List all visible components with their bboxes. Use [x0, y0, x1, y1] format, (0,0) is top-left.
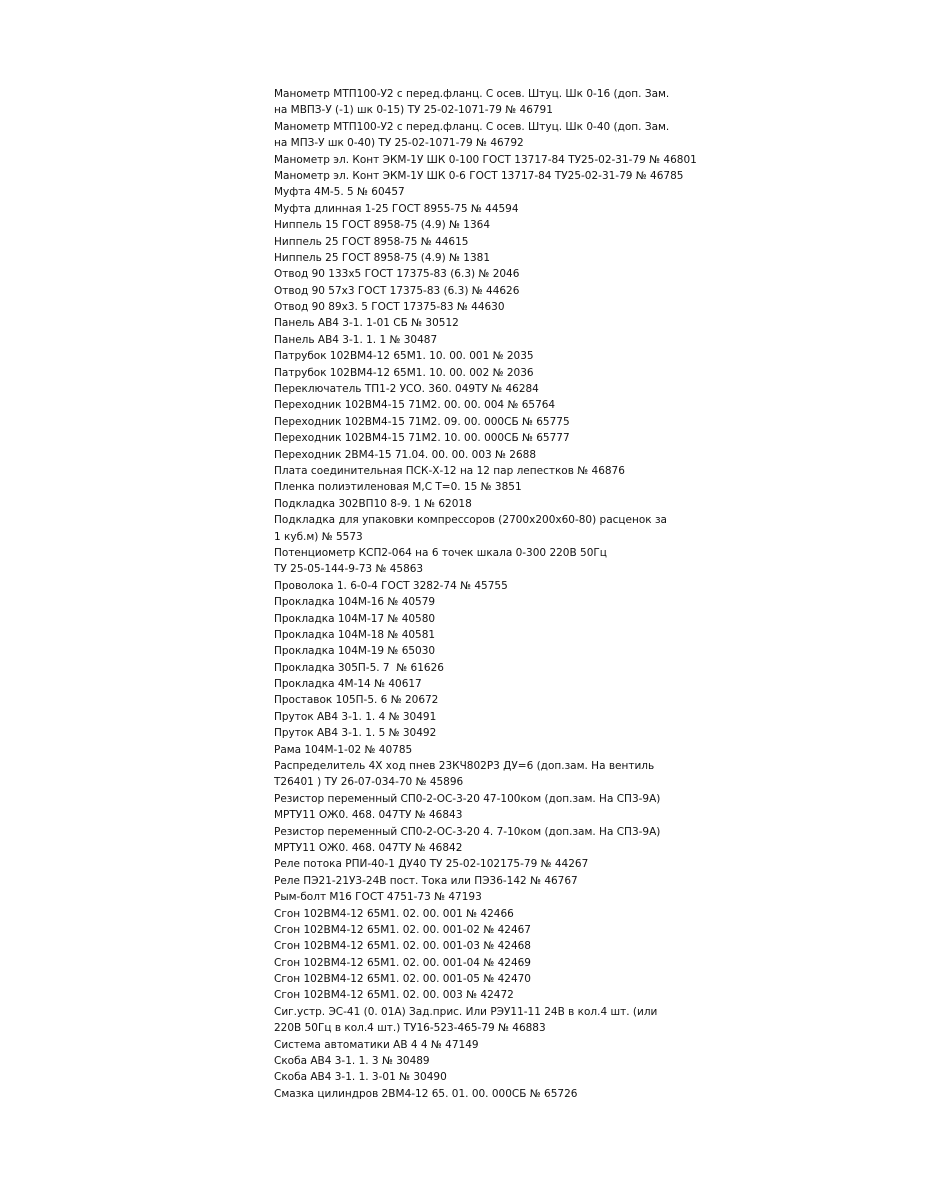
text-line: Реле ПЭ21-21У3-24В пост. Тока или ПЭ36-142 № 46767: [274, 874, 578, 887]
text-line: Система автоматики АВ 4 4 № 47149: [274, 1038, 479, 1051]
text-line: Подкладка 302ВП10 8-9. 1 № 62018: [274, 497, 472, 510]
text-line: ТУ 25-05-144-9-73 № 45863: [274, 563, 424, 576]
text-line: Манометр МТП100-У2 с перед.фланц. С осев. Штуц. Шк 0-16 (доп. Зам.: [274, 88, 670, 100]
text-line: Сгон 102ВМ4-12 65М1. 02. 00. 003 № 42472: [274, 989, 514, 1002]
text-line: на МВПЗ-У (-1) шк 0-15) ТУ 25-02-1071-79 № 46791: [274, 104, 553, 117]
text-line: Распределитель 4Х ход пнев 23КЧ802Р3 ДУ=6 (доп.зам. На вентиль: [274, 760, 655, 773]
parts-list: [274, 86, 894, 1102]
text-line: Отвод 90 89х3. 5 ГОСТ 17375-83 № 44630: [274, 301, 505, 314]
text-line: Проволока 1. 6-0-4 ГОСТ 3282-74 № 45755: [274, 579, 508, 592]
text-line: Пруток АВ4 3-1. 1. 4 № 30491: [274, 710, 437, 723]
text-line: Прокладка 104М-18 № 40581: [274, 628, 436, 641]
text-line: Переходник 102ВМ4-15 71М2. 00. 00. 004 № 65764: [274, 399, 556, 412]
text-line: 1 куб.м) № 5573: [274, 530, 363, 543]
text-line: Манометр МТП100-У2 с перед.фланц. С осев. Штуц. Шк 0-40 (доп. Зам.: [274, 120, 670, 133]
text-line: Прокладка 305П-5. 7 № 61626: [274, 661, 444, 674]
text-line: Ниппель 25 ГОСТ 8958-75 № 44615: [274, 235, 469, 248]
text-line: Переходник 102ВМ4-15 71М2. 10. 00. 000СБ № 65777: [274, 432, 570, 445]
text-line: Манометр эл. Конт ЭКМ-1У ШК 0-6 ГОСТ 13717-84 ТУ25-02-31-79 № 46785: [274, 169, 684, 182]
text-line: Т26401 ) ТУ 26-07-034-70 № 45896: [274, 776, 464, 789]
text-line: Сгон 102ВМ4-12 65М1. 02. 00. 001-05 № 42470: [274, 973, 531, 986]
text-line: Рама 104М-1-02 № 40785: [274, 743, 413, 756]
text-line: Сиг.устр. ЭС-41 (0. 01А) Зад.прис. Или РЭУ11-11 24В в кол.4 шт. (или: [274, 1005, 658, 1018]
text-line: на МПЗ-У шк 0-40) ТУ 25-02-1071-79 № 46792: [274, 137, 524, 150]
text-line: Ниппель 25 ГОСТ 8958-75 (4.9) № 1381: [274, 251, 491, 264]
text-line: Скоба АВ4 3-1. 1. 3 № 30489: [274, 1055, 430, 1068]
text-line: Реле потока РПИ-40-1 ДУ40 ТУ 25-02-102175-79 № 44267: [274, 858, 589, 871]
text-line: Резистор переменный СП0-2-ОС-3-20 4. 7-10ком (доп.зам. На СП3-9А): [274, 825, 661, 838]
text-line: Отвод 90 133х5 ГОСТ 17375-83 (6.3) № 2046: [274, 268, 520, 281]
text-line: Смазка цилиндров 2ВМ4-12 65. 01. 00. 000СБ № 65726: [274, 1087, 578, 1100]
text-line: Манометр эл. Конт ЭКМ-1У ШК 0-100 ГОСТ 13717-84 ТУ25-02-31-79 № 46801: [274, 153, 697, 166]
text-line: Пленка полиэтиленовая М,С Т=0. 15 № 3851: [274, 481, 522, 494]
text-line: Муфта 4М-5. 5 № 60457: [274, 186, 405, 199]
text-line: Проставок 105П-5. 6 № 20672: [274, 694, 439, 707]
text-line: МРТУ11 ОЖ0. 468. 047ТУ № 46842: [274, 841, 463, 854]
text-line: Резистор переменный СП0-2-ОС-3-20 47-100ком (доп.зам. На СП3-9А): [274, 792, 661, 805]
text-line: Пруток АВ4 3-1. 1. 5 № 30492: [274, 727, 437, 740]
text-line: Скоба АВ4 3-1. 1. 3-01 № 30490: [274, 1071, 447, 1084]
text-line: Рым-болт М16 ГОСТ 4751-73 № 47193: [274, 891, 482, 904]
text-line: Сгон 102ВМ4-12 65М1. 02. 00. 001-04 № 42469: [274, 956, 531, 969]
text-line: Сгон 102ВМ4-12 65М1. 02. 00. 001 № 42466: [274, 907, 514, 920]
text-line: 220В 50Гц в кол.4 шт.) ТУ16-523-465-79 № 46883: [274, 1022, 546, 1035]
text-line: Переходник 2ВМ4-15 71.04. 00. 00. 003 № 2688: [274, 448, 537, 461]
text-line: Патрубок 102ВМ4-12 65М1. 10. 00. 001 № 2035: [274, 350, 534, 363]
text-line: Муфта длинная 1-25 ГОСТ 8955-75 № 44594: [274, 202, 519, 215]
text-line: Подкладка для упаковки компрессоров (2700х200х60-80) расценок за: [274, 514, 667, 527]
text-line: Плата соединительная ПСК-Х-12 на 12 пар лепестков № 46876: [274, 464, 625, 477]
text-line: Прокладка 104М-17 № 40580: [274, 612, 436, 625]
text-line: Сгон 102ВМ4-12 65М1. 02. 00. 001-03 № 42468: [274, 940, 531, 953]
text-line: МРТУ11 ОЖ0. 468. 047ТУ № 46843: [274, 809, 463, 822]
text-line: Прокладка 104М-16 № 40579: [274, 596, 436, 609]
text-line: Прокладка 4М-14 № 40617: [274, 678, 422, 691]
text-line: Ниппель 15 ГОСТ 8958-75 (4.9) № 1364: [274, 219, 491, 232]
text-line: Панель АВ4 3-1. 1-01 СБ № 30512: [274, 317, 459, 330]
text-line: Прокладка 104М-19 № 65030: [274, 645, 436, 658]
text-line: Сгон 102ВМ4-12 65М1. 02. 00. 001-02 № 42467: [274, 923, 531, 936]
text-line: Патрубок 102ВМ4-12 65М1. 10. 00. 002 № 2036: [274, 366, 534, 379]
text-line: Переходник 102ВМ4-15 71М2. 09. 00. 000СБ № 65775: [274, 415, 570, 428]
text-line: Панель АВ4 3-1. 1. 1 № 30487: [274, 333, 438, 346]
text-line: Переключатель ТП1-2 УСО. 360. 049ТУ № 46284: [274, 383, 539, 396]
text-line: Отвод 90 57х3 ГОСТ 17375-83 (6.3) № 44626: [274, 284, 520, 297]
text-line: Потенциометр КСП2-064 на 6 точек шкала 0-300 220В 50Гц: [274, 546, 607, 559]
